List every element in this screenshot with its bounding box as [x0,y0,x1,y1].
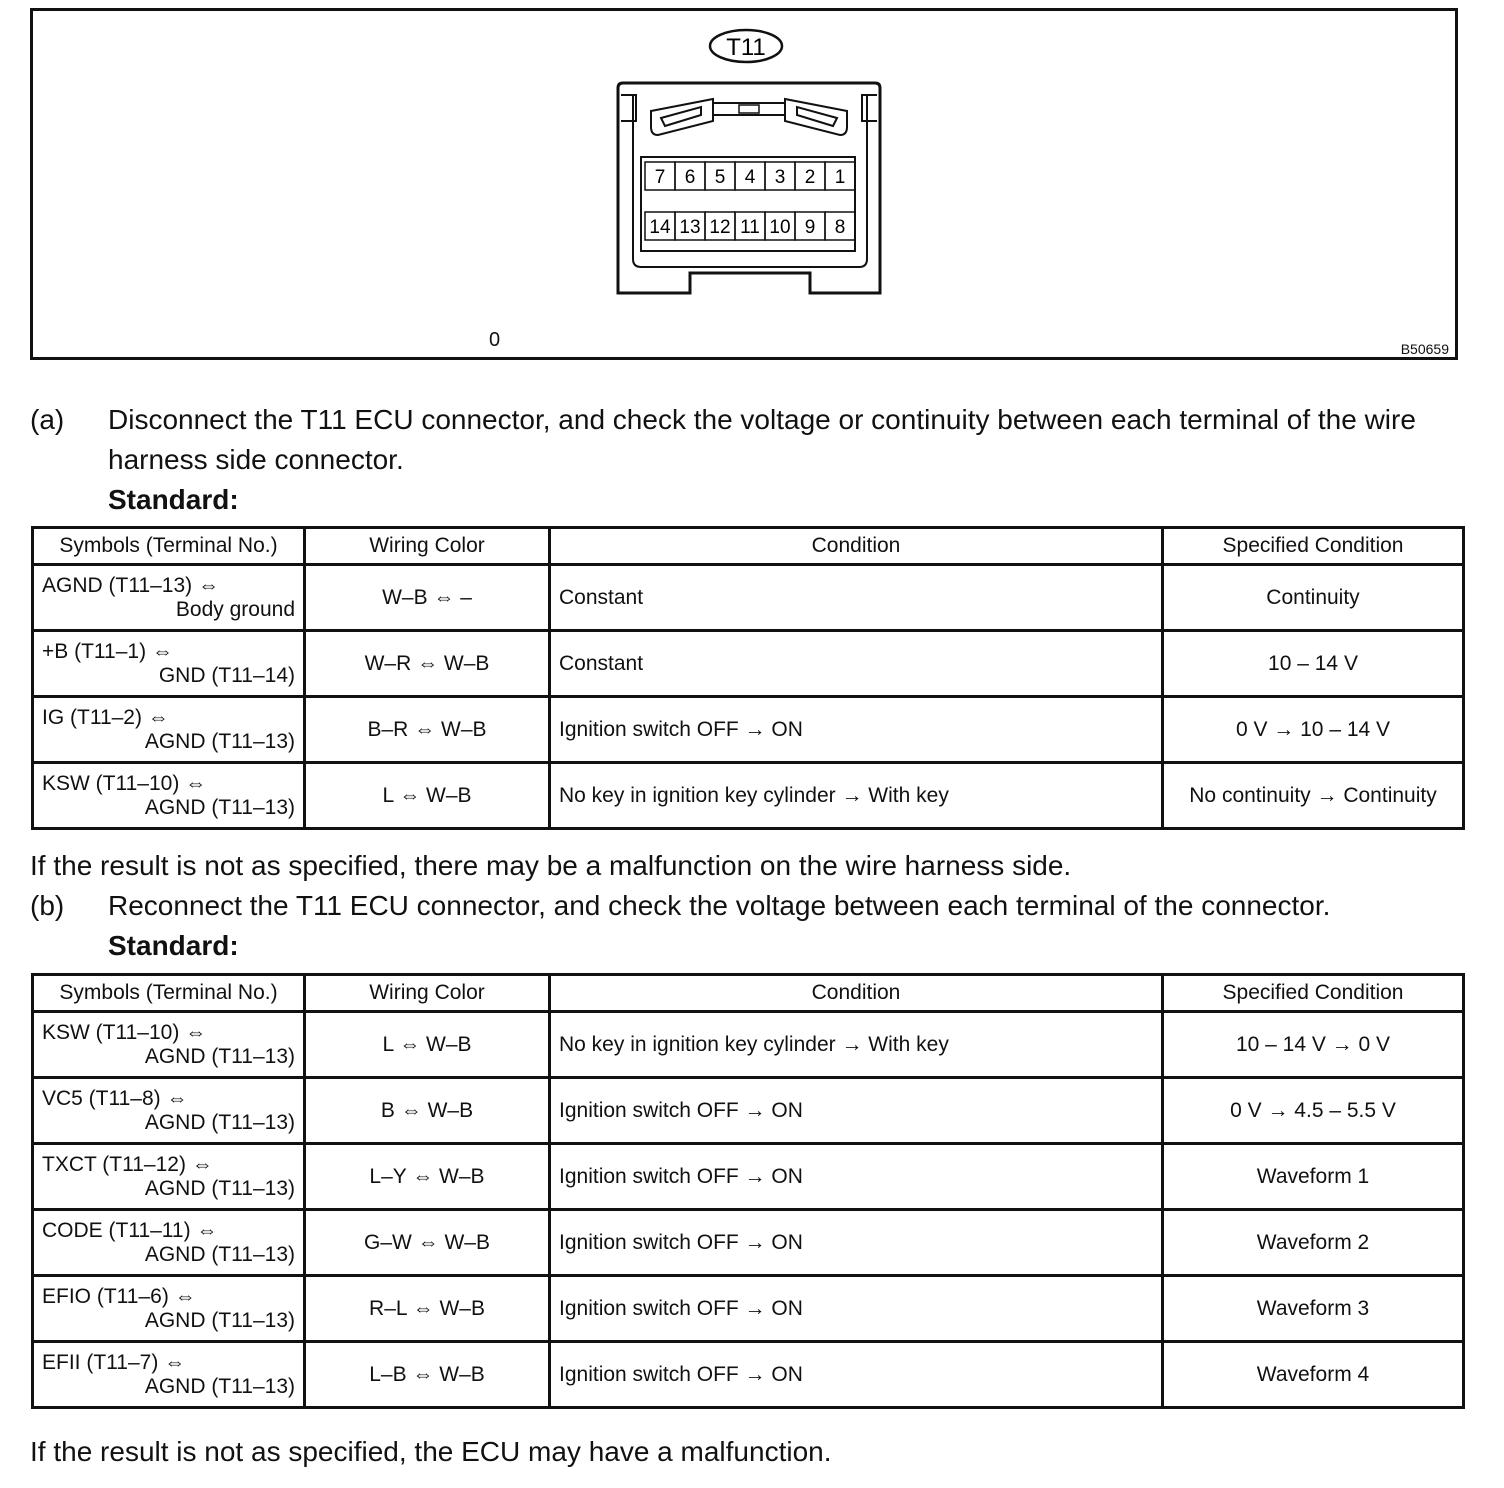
symbols-cell [33,697,305,763]
symbols-cell [33,1342,305,1408]
pin-number: 5 [714,167,726,188]
pin-number: 6 [684,167,696,188]
header-condition: Condition [550,975,1163,1012]
symbols-cell [33,763,305,829]
standard-a-heading: Standard: [108,484,239,515]
wiring-color-cell: L–Y ⇔ W–B [305,1144,550,1210]
symbol-terminal: TXCT (T11–12) ⇔ [42,1152,213,1176]
symbol-terminal: +B (T11–1) ⇔ [42,639,173,663]
header-specified-condition: Specified Condition [1163,975,1464,1012]
table-row [33,763,1464,829]
condition-cell: No key in ignition key cylinder → With key [550,1012,1163,1078]
pin-number: 14 [649,217,671,238]
wiring-color-cell: W–R ⇔ W–B [305,631,550,697]
symbols-cell [33,565,305,631]
step-b-text: Reconnect the T11 ECU connector, and check the voltage between each terminal of the connector. [108,890,1331,921]
pin-number: 12 [709,217,731,238]
step-a-text: Disconnect the T11 ECU connector, and check the voltage or continuity between each terminal of the wire harness side connector. [108,404,1416,475]
pin-number: 9 [804,217,816,238]
step-b [30,886,1470,926]
pin-number: 2 [804,167,816,188]
symbols-cell [33,631,305,697]
condition-cell: Constant [550,565,1163,631]
note-a: If the result is not as specified, there may be a malfunction on the wire harness side. [30,850,1072,881]
spec-table-a [31,526,1465,830]
specified-condition-cell: 10 – 14 V → 0 V [1163,1012,1464,1078]
table-row [33,1012,1464,1078]
symbols-cell [33,1144,305,1210]
table-b-header-row [33,975,1464,1012]
condition-cell: Ignition switch OFF → ON [550,1276,1163,1342]
symbol-reference: AGND (T11–13) [144,1308,295,1332]
condition-cell: Ignition switch OFF → ON [550,1342,1163,1408]
pin-number: 11 [740,217,760,238]
symbols-cell [33,1012,305,1078]
wiring-color-cell: B–R ⇔ W–B [305,697,550,763]
header-wiring-color: Wiring Color [305,528,550,565]
table-row [33,1144,1464,1210]
specified-condition-cell: 0 V → 10 – 14 V [1163,697,1464,763]
symbol-terminal: AGND (T11–13) ⇔ [42,573,219,597]
symbol-reference: AGND (T11–13) [144,1176,295,1200]
specified-condition-cell: Waveform 2 [1163,1210,1464,1276]
wiring-color-cell: L–B ⇔ W–B [305,1342,550,1408]
symbol-reference: AGND (T11–13) [144,1110,295,1134]
specified-condition-cell: 10 – 14 V [1163,631,1464,697]
specified-condition-cell: 0 V → 4.5 – 5.5 V [1163,1078,1464,1144]
specified-condition-cell: Waveform 4 [1163,1342,1464,1408]
table-row [33,1276,1464,1342]
header-symbols: Symbols (Terminal No.) [33,975,305,1012]
table-row [33,1210,1464,1276]
step-a [30,400,1470,480]
symbol-terminal: CODE (T11–11) ⇔ [42,1218,218,1242]
symbols-cell [33,1210,305,1276]
step-b-label: (b) [30,890,65,921]
specified-condition-cell: No continuity → Continuity [1163,763,1464,829]
symbols-cell [33,1078,305,1144]
specified-condition-cell: Continuity [1163,565,1464,631]
symbol-reference: Body ground [175,597,295,621]
pin-number: 7 [654,167,666,188]
connector-figure [30,8,1458,360]
table-row [33,1342,1464,1408]
header-specified-condition: Specified Condition [1163,528,1464,565]
pin-number: 13 [679,217,701,238]
table-a-header-row [33,528,1464,565]
specified-condition-cell: Waveform 1 [1163,1144,1464,1210]
pin-number: 3 [774,167,786,188]
symbol-terminal: KSW (T11–10) ⇔ [42,771,207,795]
condition-cell: Ignition switch OFF → ON [550,697,1163,763]
symbols-cell [33,1276,305,1342]
pin-number: 4 [744,167,756,188]
table-row [33,1078,1464,1144]
table-row [33,565,1464,631]
pin-number: 8 [834,217,846,238]
standard-b-heading: Standard: [108,930,239,961]
symbol-terminal: EFII (T11–7) ⇔ [42,1350,186,1374]
spec-table-b [31,973,1465,1409]
symbol-terminal: EFIO (T11–6) ⇔ [42,1284,196,1308]
header-wiring-color: Wiring Color [305,975,550,1012]
wiring-color-cell: L ⇔ W–B [305,1012,550,1078]
table-row [33,697,1464,763]
pin-number: 10 [769,217,791,238]
symbol-terminal: KSW (T11–10) ⇔ [42,1020,207,1044]
figure-code: B50659 [1400,341,1449,357]
specified-condition-cell: Waveform 3 [1163,1276,1464,1342]
symbol-reference: AGND (T11–13) [144,1374,295,1398]
condition-cell: Ignition switch OFF → ON [550,1078,1163,1144]
symbol-reference: AGND (T11–13) [144,729,295,753]
wiring-color-cell: L ⇔ W–B [305,763,550,829]
t11-connector-drawing [33,11,1455,357]
condition-cell: Ignition switch OFF → ON [550,1210,1163,1276]
table-row [33,631,1464,697]
note-b: If the result is not as specified, the ECU may have a malfunction. [30,1436,832,1467]
step-a-label: (a) [30,404,65,435]
wiring-color-cell: B ⇔ W–B [305,1078,550,1144]
connector-label: T11 [726,34,766,61]
symbol-reference: AGND (T11–13) [144,795,295,819]
symbol-reference: GND (T11–14) [158,663,295,687]
wiring-color-cell: W–B ⇔ – [305,565,550,631]
pin-grid [645,162,855,240]
symbol-reference: AGND (T11–13) [144,1044,295,1068]
wiring-color-cell: R–L ⇔ W–B [305,1276,550,1342]
figure-zero-label: 0 [489,329,501,351]
symbol-terminal: IG (T11–2) ⇔ [42,705,169,729]
condition-cell: No key in ignition key cylinder → With key [550,763,1163,829]
pin-number: 1 [834,167,846,188]
condition-cell: Ignition switch OFF → ON [550,1144,1163,1210]
header-condition: Condition [550,528,1163,565]
symbol-reference: AGND (T11–13) [144,1242,295,1266]
header-symbols: Symbols (Terminal No.) [33,528,305,565]
condition-cell: Constant [550,631,1163,697]
symbol-terminal: VC5 (T11–8) ⇔ [42,1086,188,1110]
wiring-color-cell: G–W ⇔ W–B [305,1210,550,1276]
